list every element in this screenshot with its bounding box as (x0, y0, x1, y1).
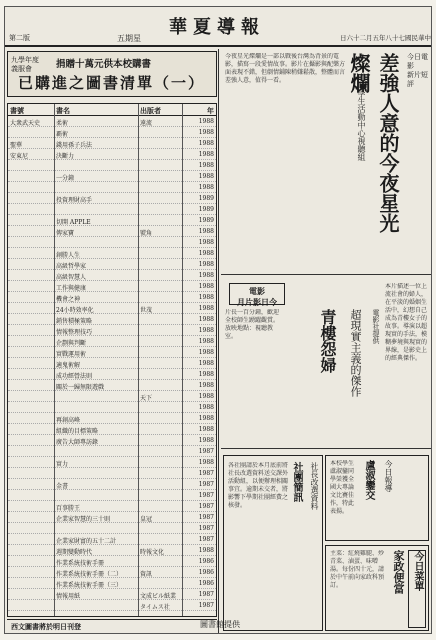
table-row (8, 589, 216, 600)
col-header-year: 年 (207, 106, 214, 115)
table-row (8, 149, 216, 160)
cell-publisher: 世茂 (140, 307, 153, 314)
book-table (7, 103, 217, 617)
cell-year: 1987 (198, 514, 214, 521)
cell-title: 作業系統技術手冊（三） (56, 582, 123, 589)
table-row (8, 369, 216, 380)
table-row (8, 182, 216, 193)
movie-badge: 電影 月片影日今 (229, 283, 285, 305)
cell-year: 1987 (198, 492, 214, 499)
cell-title: 情報整理技巧 (56, 329, 93, 336)
table-row (8, 171, 216, 182)
cell-title: 企業家智慧的三十則 (56, 516, 111, 523)
cell-publisher: 號角 (140, 230, 153, 237)
cell-year: 1987 (198, 525, 214, 532)
cell-title: 關於一歸無限遊戲 (56, 384, 105, 391)
masthead: 華夏導報 (169, 17, 265, 38)
table-row (8, 391, 216, 402)
cell-year: 1987 (198, 602, 214, 609)
table-row (8, 204, 216, 215)
cell-year: 1988 (198, 415, 214, 422)
cell-year: 1988 (198, 162, 214, 169)
cell-year: 1987 (198, 481, 214, 488)
cell-year: 1988 (198, 184, 214, 191)
cell-year: 1988 (198, 173, 214, 180)
cell-year: 1988 (198, 327, 214, 334)
cell-year: 1988 (198, 393, 214, 400)
menu-body: 主菜：紅燒雞腿、炒青菜、滷蛋、味噌湯。每份四十元，請於中午前向家政科預訂。 (330, 550, 384, 589)
review-body: 今夜星光燦爛是一部以戰後台灣為背景的電影，描寫一段愛情故事。影片在攝影與配樂方面表現不錯，但劇情鋪陳稍嫌鬆散，整體而言差強人意，值得一看。 (225, 53, 345, 84)
table-row (8, 512, 216, 523)
col-header-title: 書名 (56, 106, 70, 115)
table-row (8, 237, 216, 248)
cell-year: 1986 (198, 580, 214, 587)
table-row (8, 468, 216, 479)
club-news-subtitle: 社長改選資料 (310, 462, 319, 510)
table-row (8, 138, 216, 149)
cell-title: 實力 (56, 461, 69, 468)
cell-title: 創勝人生 (56, 252, 81, 259)
movie-of-month-article (221, 279, 432, 449)
student-notice-box (325, 455, 429, 541)
table-row (8, 523, 216, 534)
table-row (8, 578, 216, 589)
cell-title: 企劃與判斷 (56, 340, 87, 347)
donation-text: 捐贈十萬元供本校購書 (56, 59, 152, 70)
newspaper-sheet (4, 6, 432, 634)
cell-year: 1987 (198, 536, 214, 543)
cell-year: 1988 (198, 140, 214, 147)
table-row (8, 534, 216, 545)
movie-title: 青樓怨婦 (318, 309, 337, 373)
cell-id: 聖華 (10, 142, 23, 149)
table-row (8, 193, 216, 204)
cell-title: 百事勝王 (56, 505, 81, 512)
cell-year: 1988 (198, 360, 214, 367)
cell-year: 1988 (198, 382, 214, 389)
cell-title: 作業系統技術手冊 (56, 560, 105, 567)
table-row (8, 479, 216, 490)
club-news-title: 社團簡訊 (291, 462, 302, 502)
cell-year: 1988 (198, 118, 214, 125)
cell-year: 1988 (198, 129, 214, 136)
cell-title: 傳家寶 (56, 230, 75, 237)
cell-title: 錢用孫子兵法 (56, 142, 93, 149)
table-row (8, 380, 216, 391)
cell-year: 1987 (198, 503, 214, 510)
club-news-body: 各社團請於本月底前將社長改選資料送交課外活動組，以便辦理相關事宜。逾期未交者，將影響下學期社團經費之核發。 (228, 462, 288, 509)
movie-info: 片長一百分鐘，歡迎全校師生踴躍觀賞。放映地點：視聽教室。 (225, 309, 280, 340)
cell-year: 1986 (198, 558, 214, 565)
table-row (8, 545, 216, 556)
book-list-section (5, 49, 219, 634)
table-row (8, 402, 216, 413)
menu-title: 家政便當 (392, 550, 405, 594)
cell-year: 1988 (198, 283, 214, 290)
table-row (8, 347, 216, 358)
cell-publisher: 天下 (140, 395, 153, 402)
cell-title: 銷售積極策略 (56, 318, 93, 325)
table-row (8, 325, 216, 336)
cell-title: 高級哲學家 (56, 263, 87, 270)
cell-year: 1988 (198, 459, 214, 466)
weekday: 五期星 (117, 34, 141, 43)
cell-year: 1988 (198, 338, 214, 345)
table-row (8, 567, 216, 578)
cell-title: 柔術 (56, 120, 69, 127)
cell-year: 1988 (198, 316, 214, 323)
cell-title: 投資理財高手 (56, 197, 93, 204)
donor-label: 九學年度 義服會 (11, 56, 39, 73)
cell-year: 1988 (198, 426, 214, 433)
table-row (8, 248, 216, 259)
donation-banner (7, 51, 217, 97)
table-row (8, 600, 216, 611)
table-row (8, 292, 216, 303)
review-title: 差強人意的今夜星光燦爛 (347, 53, 400, 233)
book-list-headline: 已購進之圖書清單（一） (18, 74, 206, 92)
review-byline: 學生活動中心視聽組 (357, 89, 366, 161)
col-header-publisher: 出版者 (140, 106, 161, 115)
table-row (8, 303, 216, 314)
cell-year: 1989 (198, 217, 214, 224)
cell-title: 金書 (56, 483, 69, 490)
cell-year: 1988 (198, 349, 214, 356)
table-row (8, 160, 216, 171)
cell-title: 一分鐘 (56, 175, 75, 182)
cell-title: 切開 APPLE (56, 219, 91, 226)
student-notice-subtitle: 今日報導 (384, 460, 393, 492)
cell-year: 1988 (198, 228, 214, 235)
cell-title: 情報用紙 (56, 593, 81, 600)
bottom-notices (221, 453, 432, 634)
cell-title: 機會之神 (56, 296, 81, 303)
cell-year: 1988 (198, 437, 214, 444)
cell-year: 1988 (198, 371, 214, 378)
table-row (8, 281, 216, 292)
table-row (8, 358, 216, 369)
table-row (8, 413, 216, 424)
table-row (8, 336, 216, 347)
cell-title: 高級智慧人 (56, 274, 87, 281)
cell-year: 1986 (198, 569, 214, 576)
cell-title: 適鬼術解 (56, 362, 81, 369)
table-rows (8, 116, 216, 616)
table-row (8, 490, 216, 501)
table-row (8, 127, 216, 138)
page-footer: 圖書館提供 (200, 620, 240, 629)
table-row (8, 215, 216, 226)
cell-year: 1987 (198, 470, 214, 477)
table-row (8, 457, 216, 468)
menu-subtitle: 今日菜單 (408, 550, 426, 628)
movie-credit: 電影社提供 (372, 309, 380, 344)
cell-title: 覇術 (56, 131, 69, 138)
table-row (8, 556, 216, 567)
col-header-id: 書號 (10, 106, 24, 115)
film-review-article (221, 49, 432, 275)
cell-title: 作業系統技術手冊（二） (56, 571, 123, 578)
next-issue-note: 西文圖書將於明日刊登 (7, 619, 217, 631)
cell-publisher: 時報文化 (140, 549, 165, 556)
cell-year: 1988 (198, 272, 214, 279)
table-row (8, 424, 216, 435)
cell-year: 1988 (198, 250, 214, 257)
newspaper-header (5, 7, 432, 47)
cell-year: 1988 (198, 261, 214, 268)
table-header (8, 104, 216, 116)
table-row (8, 501, 216, 512)
cell-title: 實戰運用術 (56, 351, 87, 358)
cell-publisher: 皇冠 (140, 516, 153, 523)
cell-title: 再創高峰 (56, 417, 81, 424)
cell-publisher: 遠流 (140, 120, 153, 127)
right-section (221, 49, 432, 634)
table-row (8, 270, 216, 281)
cell-title: 組織的目標策略 (56, 428, 99, 435)
cell-year: 1988 (198, 294, 214, 301)
cell-title: 週期變動時代 (56, 549, 93, 556)
cell-year: 1987 (198, 591, 214, 598)
cell-publisher: 文成ビル紙業 (140, 593, 177, 600)
cell-id: 安東尼 (10, 153, 29, 160)
review-kicker: 今日電影 新片短評 (407, 53, 428, 88)
table-row (8, 259, 216, 270)
cell-year: 1988 (198, 151, 214, 158)
cell-title: 廣告大師專訪錄 (56, 439, 99, 446)
cell-publisher: 資訊 (140, 571, 153, 578)
cell-title: 決斷力 (56, 153, 75, 160)
cell-title: 成功經營法則 (56, 373, 93, 380)
student-notice-body: 本校學生盧淑鑾同學榮獲全國大專論文比賽佳作，特此表揚。 (330, 460, 355, 515)
cell-publisher: タイムス社 (140, 604, 170, 611)
cell-title: 企業家財富的五十二計 (56, 538, 117, 545)
cell-year: 1989 (198, 206, 214, 213)
page-number: 第二版 (9, 34, 30, 42)
cell-year: 1989 (198, 195, 214, 202)
menu-box (325, 545, 429, 631)
cell-id: 大衆武天史 (10, 120, 41, 127)
student-notice-title: 盧淑鑾交 (363, 460, 374, 500)
table-row (8, 446, 216, 457)
table-row (8, 226, 216, 237)
table-row (8, 314, 216, 325)
cell-year: 1988 (198, 239, 214, 246)
table-row (8, 435, 216, 446)
cell-year: 1987 (198, 448, 214, 455)
movie-subtitle: 超現實主義的傑作 (349, 309, 362, 397)
cell-year: 1988 (198, 305, 214, 312)
cell-title: 24小時效率化 (56, 307, 94, 314)
table-row (8, 116, 216, 127)
cell-title: 工作與健康 (56, 285, 87, 292)
movie-body: 本片描述一位上流社會的婦人，在平淡的婚姻生活中，幻想自己成為青樓女子的故事。導演以超現實的手法，模糊夢境與現實的界線，是影史上的經典傑作。 (385, 283, 428, 362)
cell-year: 1988 (198, 404, 214, 411)
cell-year: 1988 (198, 547, 214, 554)
club-news-box (223, 455, 323, 631)
issue-date: 日六十二月五年八十七國民華中 (340, 34, 431, 42)
